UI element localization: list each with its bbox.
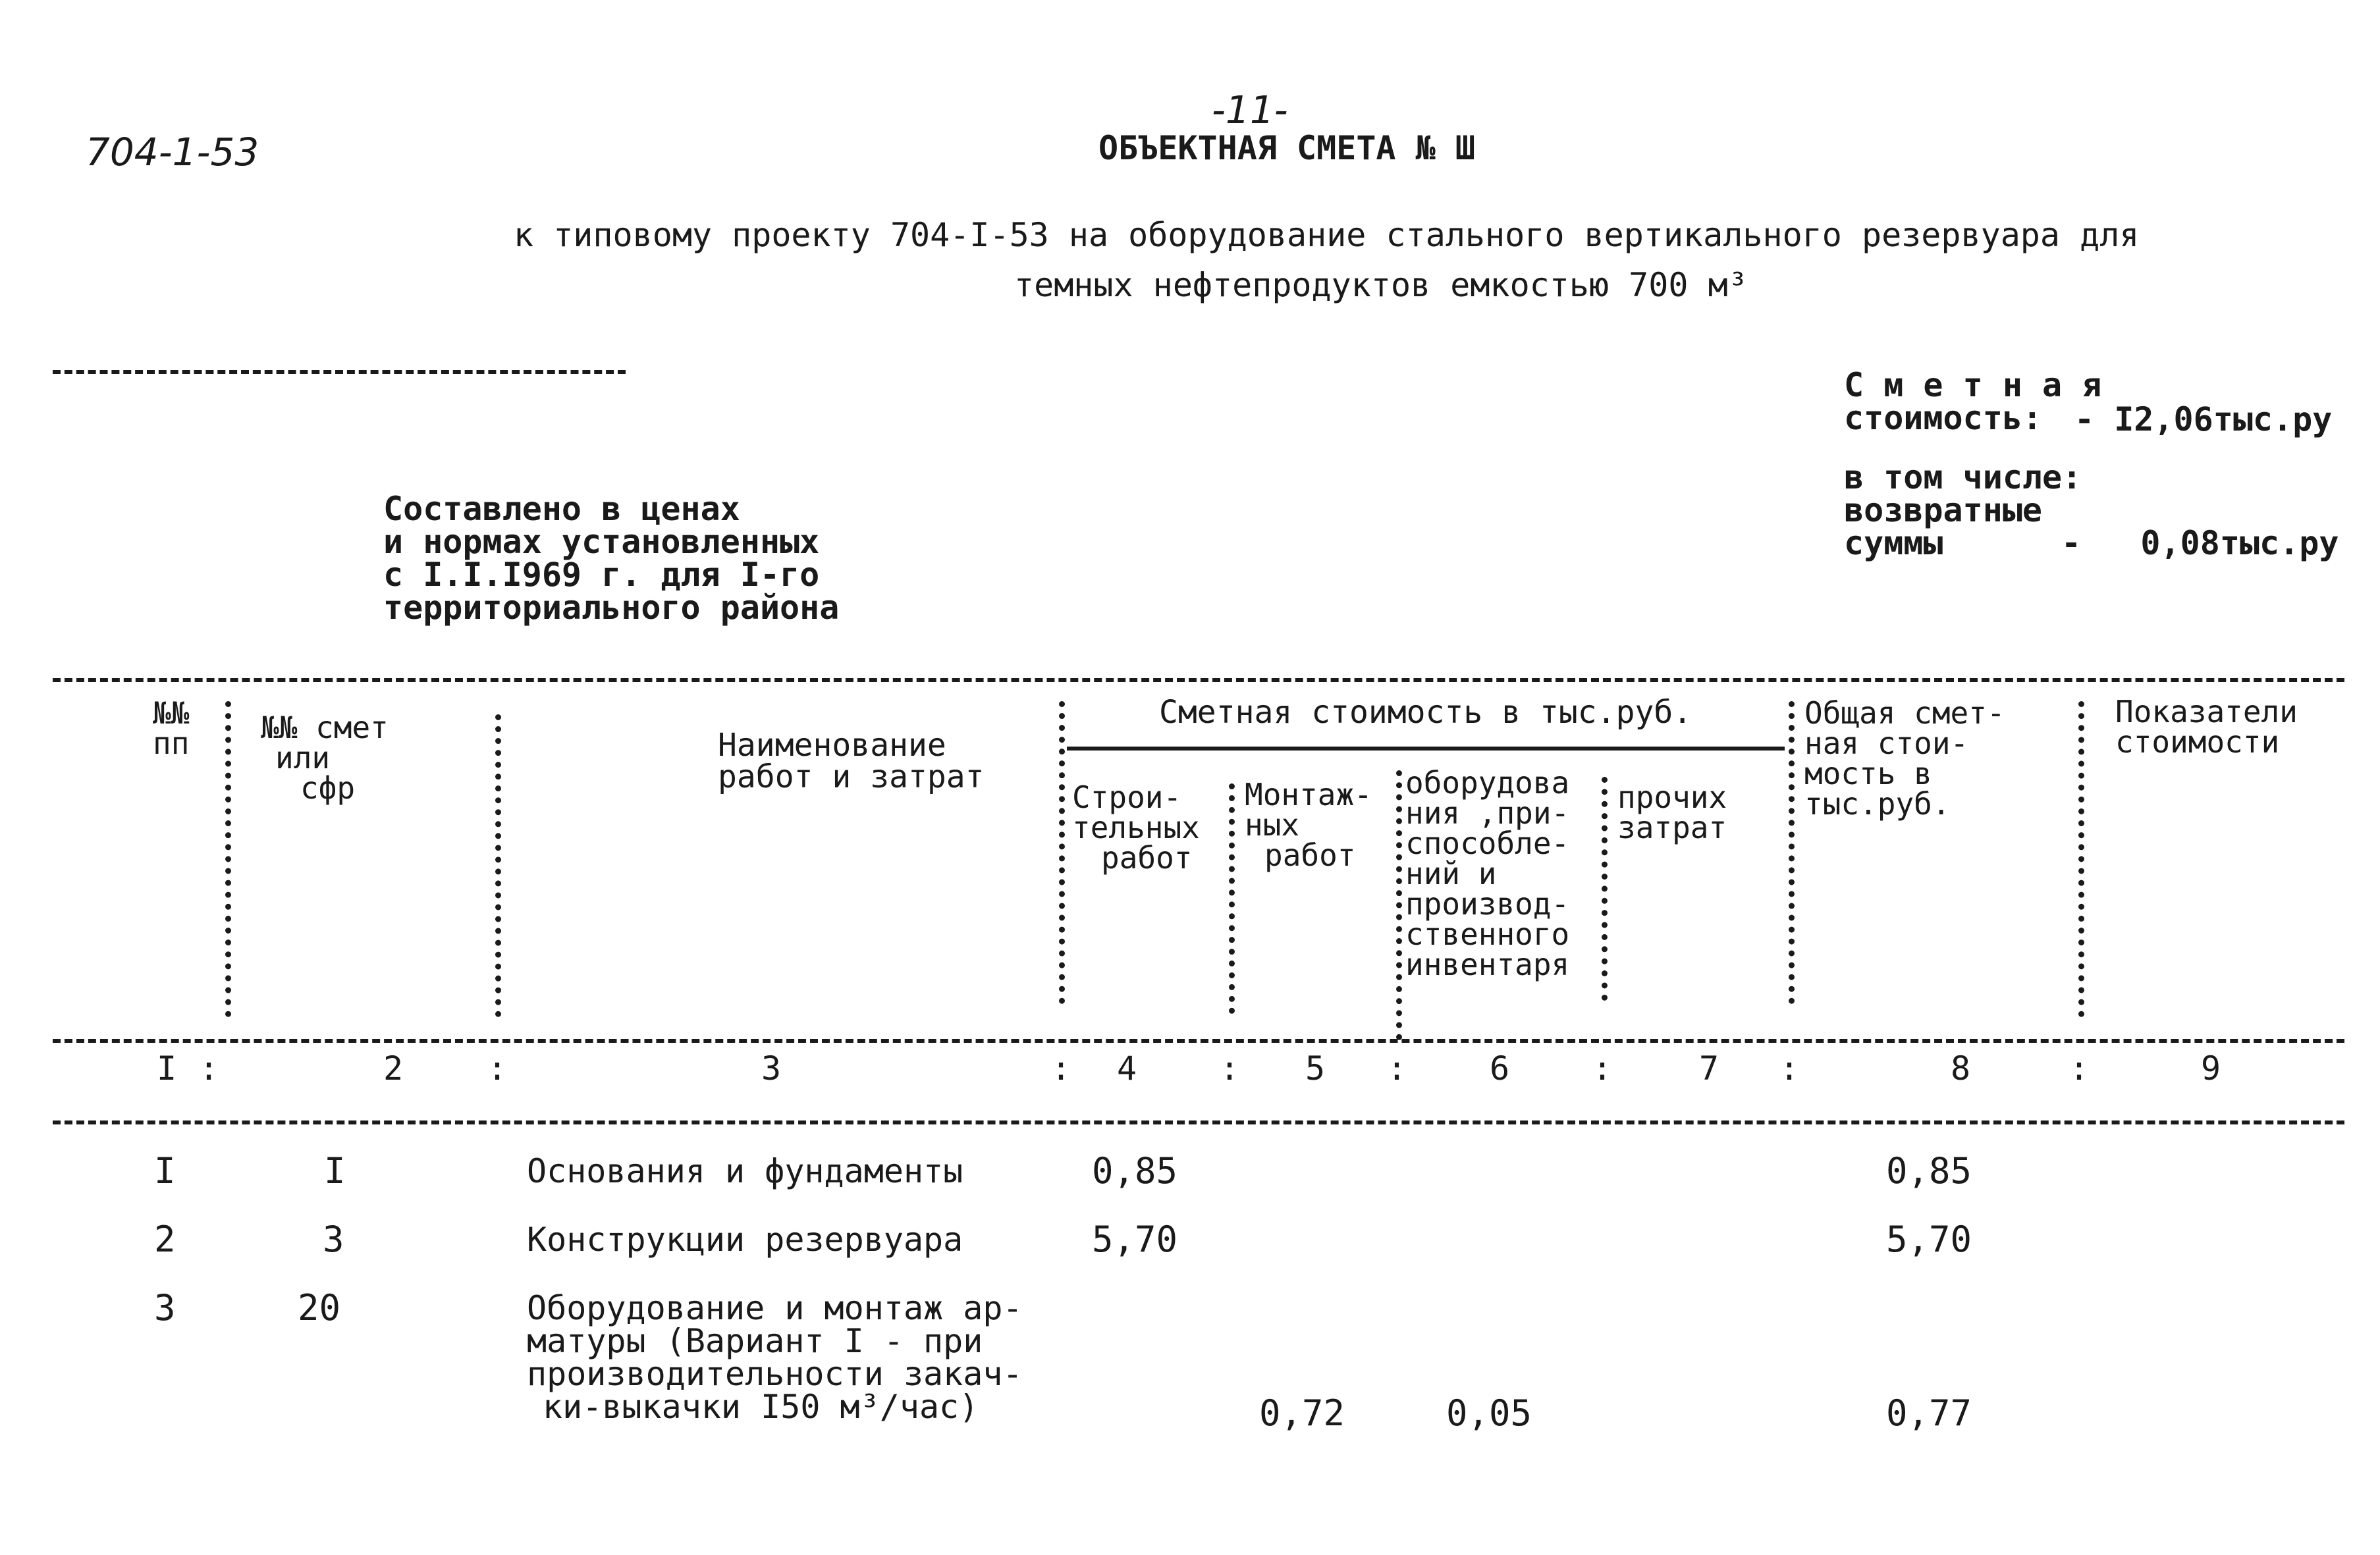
header-col-6-line-3: способле-	[1405, 826, 1570, 861]
col-colon: :	[1387, 1049, 1407, 1088]
header-col-1-line-1: №№	[153, 695, 190, 731]
returns-label-2: суммы	[1844, 524, 1943, 562]
header-col-5-line-3: работ	[1264, 837, 1356, 873]
returns-label-1: возвратные	[1844, 491, 2043, 529]
header-col-7-line-1: прочих	[1617, 779, 1727, 815]
col-sep-6	[1602, 777, 1608, 1001]
header-bottom-rule	[53, 1039, 2344, 1043]
basis-line-1: Составлено в ценах	[383, 490, 740, 528]
header-col-8	[1804, 695, 2005, 822]
row-2-build: 5,70	[1092, 1219, 1178, 1260]
basis-line-4: территориального района	[383, 589, 840, 627]
col-number-8: 8	[1951, 1049, 1971, 1088]
col-number-4: 4	[1117, 1049, 1137, 1088]
basis-line-3: с I.I.I969 г. для I-го	[383, 556, 820, 594]
top-left-separator	[53, 370, 626, 374]
header-col-9-line-1: Показатели	[2115, 694, 2298, 729]
col-sep-8	[2078, 701, 2084, 1017]
header-col-5-line-2: ных	[1245, 807, 1300, 843]
col-number-5: 5	[1305, 1049, 1326, 1088]
row-3-name-line-1: Оборудование и монтаж ар-	[527, 1289, 1023, 1327]
returns-value: - 0,08тыс.ру	[2061, 524, 2339, 562]
header-group-underline	[1067, 747, 1785, 751]
header-col-2-line-2: или	[275, 740, 331, 776]
header-col-8-line-4: тыс.руб.	[1804, 786, 1951, 822]
header-col-5-line-1: Монтаж-	[1245, 777, 1372, 812]
row-1-build: 0,85	[1092, 1150, 1178, 1192]
col-number-7: 7	[1699, 1049, 1719, 1088]
col-sep-4	[1229, 783, 1235, 1014]
row-1-total: 0,85	[1886, 1150, 1972, 1192]
col-colon: :	[2069, 1049, 2090, 1088]
header-col-6-line-5: производ-	[1405, 886, 1570, 922]
row-1-smeta: I	[324, 1150, 346, 1192]
row-3-mount: 0,72	[1259, 1392, 1345, 1434]
header-col-4-line-1: Строи-	[1072, 779, 1182, 815]
header-col-7-line-2: затрат	[1617, 810, 1727, 845]
basis-line-2: и нормах установленных	[383, 523, 820, 561]
col-sep-5	[1396, 770, 1402, 1040]
header-col-4-line-3: работ	[1101, 840, 1193, 876]
table-top-rule	[53, 678, 2344, 682]
page-number: -11-	[1212, 88, 1288, 132]
header-col-4	[1072, 779, 1200, 876]
colnum-bottom-rule	[53, 1120, 2344, 1124]
including-label: в том числе:	[1844, 458, 2082, 496]
row-2-pp: 2	[154, 1219, 176, 1260]
row-3-pp: 3	[154, 1287, 176, 1329]
row-3-name-line-4: ки-выкачки I50 м³/час)	[543, 1388, 979, 1426]
header-col-2-line-3: сфр	[300, 770, 356, 806]
row-3-name	[527, 1289, 1023, 1426]
col-number-1: I	[157, 1049, 177, 1088]
col-colon: :	[487, 1049, 508, 1088]
header-col-2	[261, 710, 389, 806]
cost-value: - I2,06тыс.ру	[2074, 400, 2333, 438]
document-code: 704-1-53	[86, 130, 259, 174]
cost-label-spaced: С м е т н а я	[1844, 366, 2102, 404]
header-col-6-line-2: ния ,при-	[1405, 795, 1570, 831]
col-colon: :	[199, 1049, 219, 1088]
col-number-6: 6	[1490, 1049, 1510, 1088]
header-col-2-line-1: №№ смет	[261, 710, 389, 745]
col-sep-3	[1059, 701, 1065, 1004]
col-colon: :	[1592, 1049, 1613, 1088]
col-number-2: 2	[383, 1049, 404, 1088]
header-col-3-line-2: работ и затрат	[718, 758, 985, 795]
cost-summary	[1844, 366, 2102, 437]
col-colon: :	[1220, 1049, 1240, 1088]
header-col-3-line-1: Наименование	[718, 727, 946, 764]
header-col-4-line-2: тельных	[1072, 810, 1200, 845]
col-sep-7	[1789, 701, 1795, 1004]
row-3-name-line-2: матуры (Вариант I - при	[527, 1322, 983, 1360]
header-col-1	[153, 695, 190, 761]
header-col-8-line-1: Общая смет-	[1804, 695, 2005, 731]
header-col-6-line-6: ственного	[1405, 916, 1570, 952]
header-col-5	[1245, 777, 1372, 873]
header-col-6-line-7: инвентаря	[1405, 947, 1570, 982]
cost-label: стоимость:	[1844, 399, 2043, 437]
header-col-3	[718, 729, 985, 793]
header-col-6-line-1: оборудова	[1405, 765, 1570, 801]
row-3-smeta: 20	[298, 1287, 341, 1329]
header-col-9	[2115, 694, 2298, 760]
row-3-equip: 0,05	[1446, 1392, 1532, 1434]
header-col-6-line-4: ний и	[1405, 856, 1497, 891]
row-2-total: 5,70	[1886, 1219, 1972, 1260]
row-3-total: 0,77	[1886, 1392, 1972, 1434]
row-1-name: Основания и фундаменты	[527, 1152, 963, 1190]
row-2-name: Конструкции резервуара	[527, 1221, 963, 1259]
col-number-9: 9	[2201, 1049, 2221, 1088]
subtitle-line-1: к типовому проекту 704-I-53 на оборудование стального вертикального резервуара для	[514, 216, 2140, 254]
col-number-3: 3	[761, 1049, 782, 1088]
row-1-pp: I	[154, 1150, 176, 1192]
col-colon: :	[1051, 1049, 1071, 1088]
row-3-name-line-3: производительности закач-	[527, 1355, 1023, 1393]
header-col-6	[1405, 765, 1570, 982]
row-2-smeta: 3	[323, 1219, 344, 1260]
col-sep-1	[225, 701, 231, 1017]
col-colon: :	[1779, 1049, 1800, 1088]
header-col-7	[1617, 779, 1727, 845]
price-basis-note	[383, 490, 840, 627]
col-sep-2	[495, 714, 501, 1017]
page-title: ОБЪЕКТНАЯ СМЕТА № Ш	[1098, 129, 1475, 167]
header-group-cost: Сметная стоимость в тыс.руб.	[1159, 694, 1692, 731]
header-col-9-line-2: стоимости	[2115, 724, 2280, 760]
returns-block	[1844, 458, 2082, 562]
header-col-1-line-2: пп	[153, 725, 190, 761]
subtitle-line-2: темных нефтепродуктов емкостью 700 м³	[1014, 266, 1748, 304]
header-col-8-line-3: мость в	[1804, 756, 1932, 791]
header-col-8-line-2: ная стои-	[1804, 725, 1969, 761]
